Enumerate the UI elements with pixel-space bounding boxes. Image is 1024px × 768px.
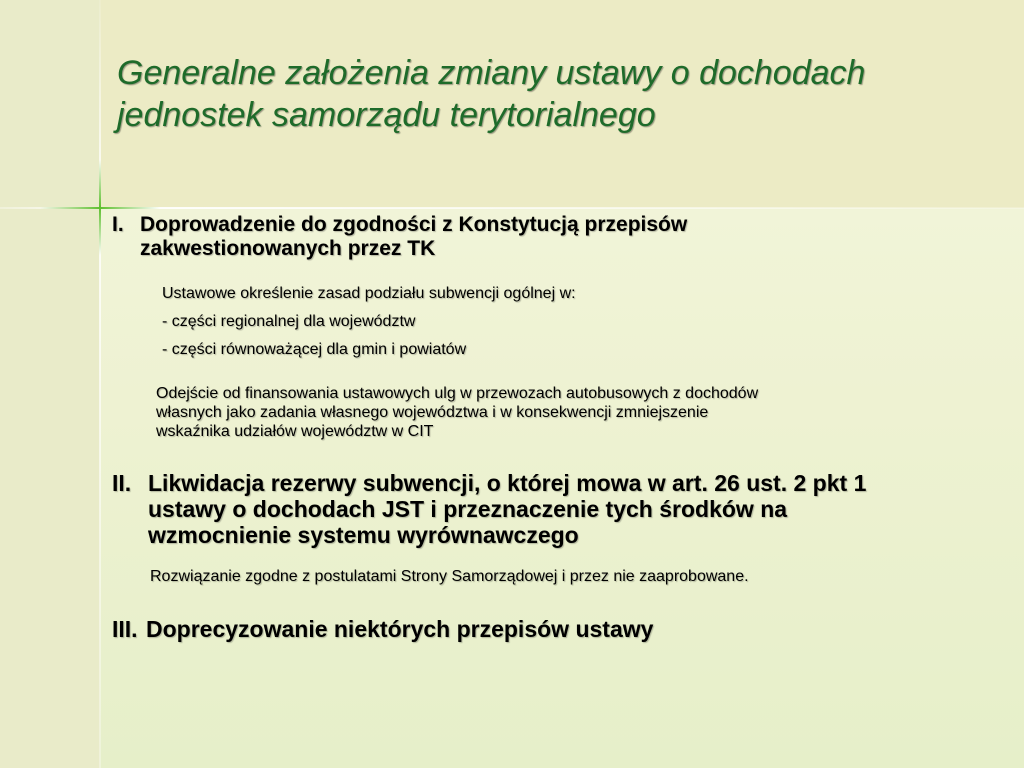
section-1-subpoint-regional: - części regionalnej dla województw — [162, 313, 416, 330]
sparkle-vertical-accent — [99, 160, 101, 255]
vertical-divider-line — [99, 0, 101, 768]
section-2-heading-line-3: wzmocnienie systemu wyrównawczego — [148, 522, 579, 548]
section-1-subpoint-intro: Ustawowe określenie zasad podziału subwencji ogólnej w: — [162, 285, 576, 302]
section-1-paragraph-line-2: własnych jako zadania własnego województwa i w konsekwencji zmniejszenie — [156, 404, 709, 421]
section-1-paragraph-line-3: wskaźnika udziałów województw w CIT — [156, 423, 434, 440]
section-3-heading: Doprecyzowanie niektórych przepisów ustawy — [146, 616, 654, 642]
slide-title — [117, 52, 1007, 136]
slide-title-line-1: Generalne założenia zmiany ustawy o dochodach — [117, 54, 866, 92]
left-background-band — [0, 0, 100, 768]
section-2-note: Rozwiązanie zgodne z postulatami Strony Samorządowej i przez nie zaaprobowane. — [150, 568, 749, 585]
section-1-paragraph-line-1: Odejście od finansowania ustawowych ulg w przewozach autobusowych z dochodów — [156, 385, 759, 402]
slide-title-line-2: jednostek samorządu terytorialnego — [117, 96, 656, 134]
section-2-heading-line-1: Likwidacja rezerwy subwencji, o której mowa w art. 26 ust. 2 pkt 1 — [148, 470, 867, 496]
section-1-heading-line-1: Doprowadzenie do zgodności z Konstytucją przepisów — [140, 213, 688, 236]
section-1-number: I. — [112, 213, 124, 236]
section-2-heading-line-2: ustawy o dochodach JST i przeznaczenie tych środków na — [148, 496, 788, 522]
section-2-number: II. — [112, 470, 132, 496]
section-3-number: III. — [112, 616, 138, 642]
section-1-heading-line-2: zakwestionowanych przez TK — [140, 237, 436, 260]
section-1-subpoint-balancing: - części równoważącej dla gmin i powiatów — [162, 341, 467, 358]
